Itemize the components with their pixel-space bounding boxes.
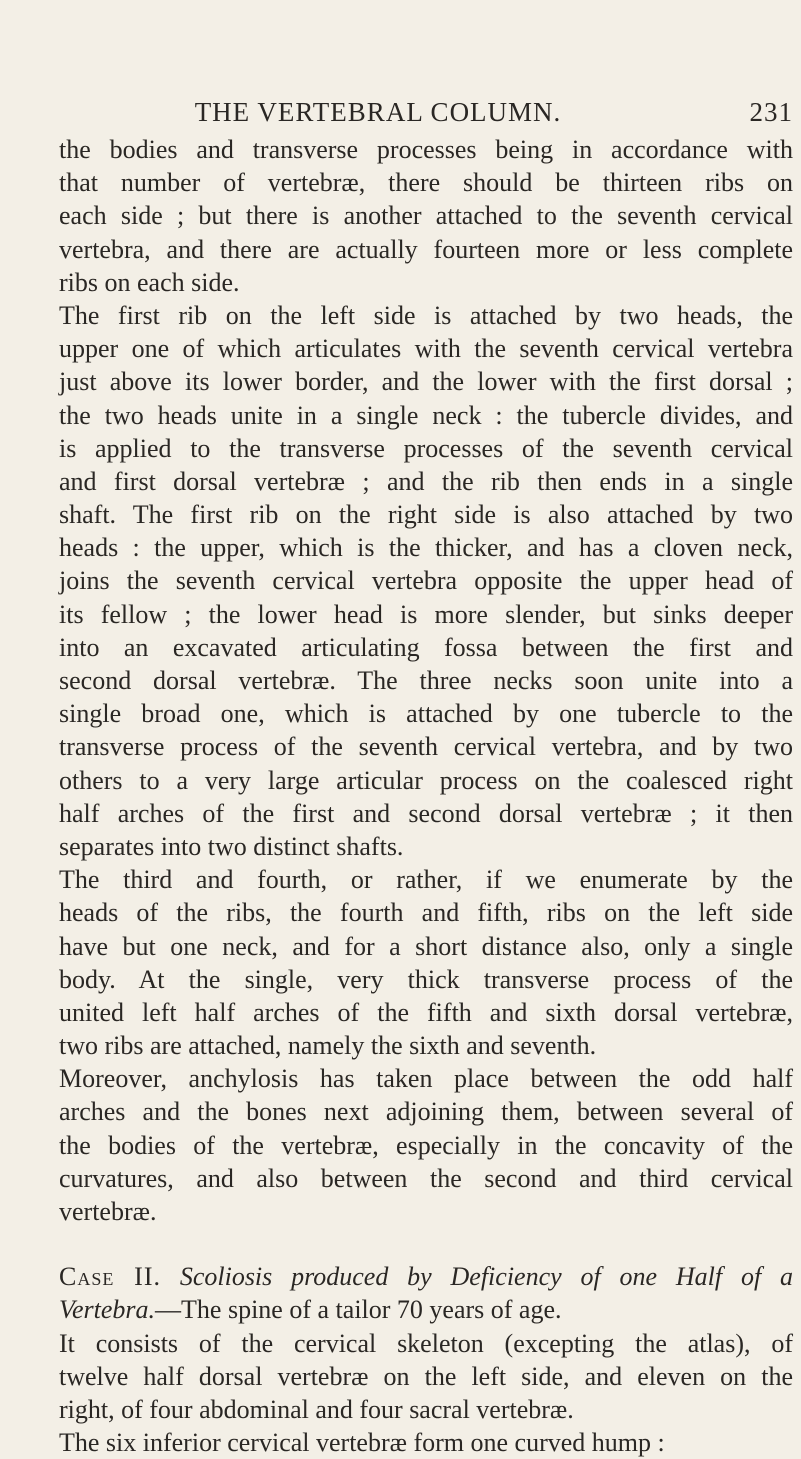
text-line: heads : the upper, which is the thicker, and has a cloven neck, — [59, 533, 793, 563]
text-line: body. At the single, very thick transverse process of the — [59, 964, 793, 994]
text-line: just above its lower border, and the lower with the first dorsal ; — [59, 367, 793, 397]
case-description: —The spine of a tailor 70 years of age. — [155, 1295, 562, 1325]
text-line: transverse process of the seventh cervical vertebra, and by two — [59, 732, 793, 762]
case-label: Case II. — [59, 1262, 161, 1292]
text-line: its fellow ; the lower head is more slender, but sinks deeper — [59, 599, 793, 629]
text-line: half arches of the first and second dorsal vertebræ ; it then — [59, 798, 793, 828]
text-line: second dorsal vertebræ. The three necks soon unite into a — [59, 666, 793, 695]
text-line: two ribs are attached, namely the sixth and seventh. — [59, 1031, 597, 1061]
text-line: vertebra, and there are actually fourteen more or less complete — [59, 234, 793, 264]
text-line: twelve half dorsal vertebræ on the left side, and eleven on the — [59, 1361, 793, 1391]
text-line: right, of four abdominal and four sacral vertebræ. — [59, 1394, 574, 1424]
case-title-continued: Vertebra. — [59, 1295, 156, 1325]
text-line: Moreover, anchylosis has taken place between the odd half — [59, 1064, 793, 1094]
text-line: single broad one, which is attached by one tubercle to the — [59, 699, 793, 729]
text-line: heads of the ribs, the fourth and fifth, ribs on the left side — [59, 898, 793, 928]
text-line: vertebræ. — [59, 1197, 157, 1226]
case-heading-line — [59, 1260, 793, 1293]
text-line: It consists of the cervical skeleton (excepting the atlas), of — [59, 1328, 793, 1358]
case-title: Scoliosis produced by Deficiency of one Half of a — [179, 1262, 793, 1292]
body-text — [59, 133, 793, 1459]
text-line: upper one of which articulates with the seventh cervical vertebra — [59, 334, 793, 364]
running-title: THE VERTEBRAL COLUMN. — [194, 97, 562, 127]
text-line: into an excavated articulating fossa between the first and — [59, 632, 793, 662]
page-number: 231 — [749, 97, 793, 127]
text-line: separates into two distinct shafts. — [59, 831, 404, 861]
text-line: shaft. The first rib on the right side is also attached by two — [59, 500, 793, 530]
text-line: The first rib on the left side is attached by two heads, the — [59, 300, 793, 330]
text-line: curvatures, and also between the second and third cervical — [59, 1163, 793, 1193]
text-line: others to a very large articular process on the coalesced right — [59, 765, 793, 795]
text-line: is applied to the transverse processes of the seventh cervical — [59, 433, 793, 463]
text-line: joins the seventh cervical vertebra opposite the upper head of — [59, 566, 793, 596]
text-line: each side ; but there is another attached to the seventh cervical — [59, 201, 793, 231]
text-line: that number of vertebræ, there should be thirteen ribs on — [59, 168, 793, 198]
text-line: ribs on each side. — [59, 267, 240, 297]
text-line: have but one neck, and for a short distance also, only a single — [59, 931, 793, 961]
text-line: The third and fourth, or rather, if we enumerate by the — [59, 865, 793, 895]
text-line: arches and the bones next adjoining them, between several of — [59, 1097, 793, 1127]
section-gap — [59, 1228, 793, 1260]
text-line: the two heads unite in a single neck : the tubercle divides, and — [59, 400, 793, 430]
text-line: united left half arches of the fifth and sixth dorsal vertebræ, — [59, 997, 793, 1027]
text-line: the bodies of the vertebræ, especially in the concavity of the — [59, 1130, 793, 1160]
text-line: and first dorsal vertebræ ; and the rib then ends in a single — [59, 466, 793, 496]
case-heading-line — [59, 1293, 793, 1326]
text-line: The six inferior cervical vertebræ form one curved hump : — [59, 1428, 665, 1458]
text-line: the bodies and transverse processes being in accordance with — [59, 135, 793, 164]
